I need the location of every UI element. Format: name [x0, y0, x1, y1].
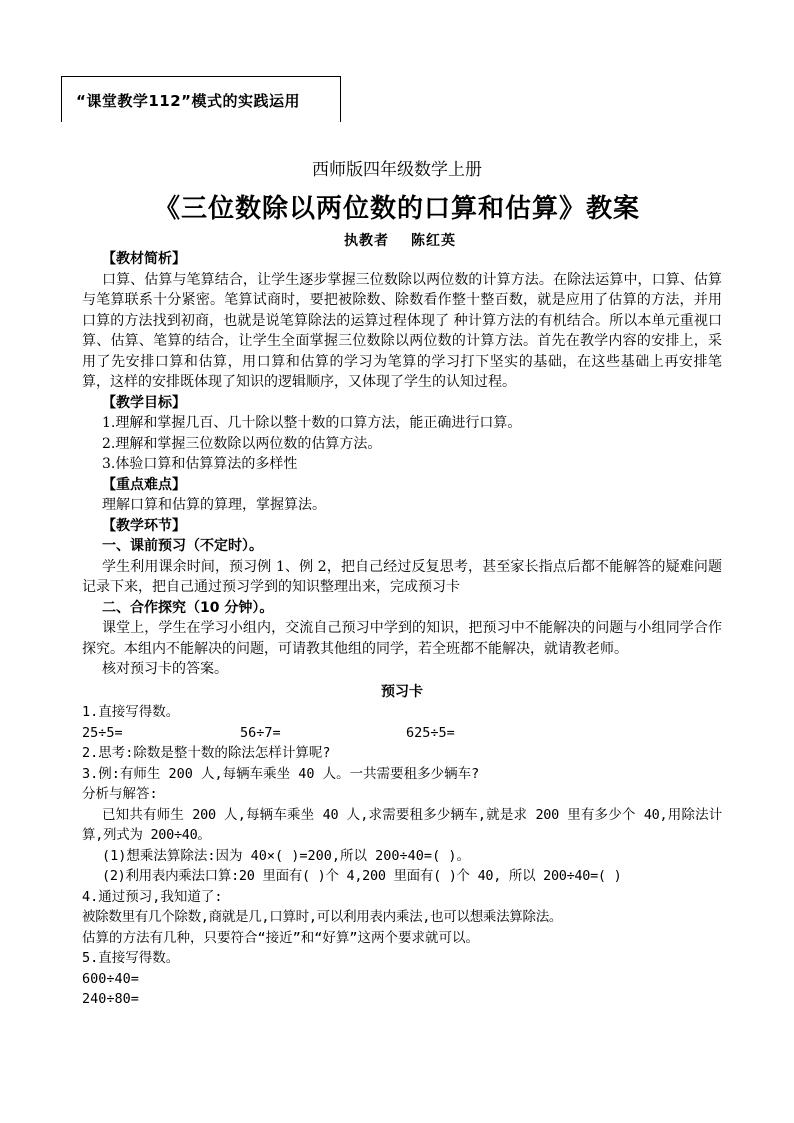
card-q1-item: 625÷5= — [406, 724, 455, 741]
card-q1: 1.直接写得数。 — [82, 704, 180, 720]
card-q3-analysis: 已知共有师生 200 人,每辆车乘坐 40 人,求需要租多少辆车,就是求 200 里有多少个 40,用除法计算,列式为 200÷40。 — [82, 806, 722, 843]
card-q3: 3.例:有师生 200 人,每辆车乘坐 40 人。一共需要租多少辆车? — [82, 765, 480, 782]
document-body — [82, 249, 722, 1010]
author-name: 陈红英 — [411, 233, 456, 249]
card-q1-item: 56÷7= — [240, 724, 281, 741]
author-label: 执教者 — [344, 233, 389, 249]
author-line — [344, 230, 456, 250]
analysis-heading: 【教材简析】 — [102, 251, 186, 267]
card-q2: 2.思考:除数是整十数的除法怎样计算呢? — [82, 745, 331, 761]
card-q4: 4.通过预习,我知道了: — [82, 888, 223, 905]
step1-heading: 一、课前预习（不定时）。 — [102, 538, 263, 554]
card-q3-method1: (1)想乘法算除法:因为 40×( )=200,所以 200÷40=( )。 — [102, 847, 470, 864]
step2-check: 核对预习卡的答案。 — [102, 661, 228, 677]
document-title: 《三位数除以两位数的口算和估算》教案 — [153, 194, 640, 224]
goal-item: 1.理解和掌握几百、几十除以整十数的口算方法，能正确进行口算。 — [102, 415, 522, 431]
card-q4-a: 被除数里有几个除数,商就是几,口算时,可以利用表内乘法,也可以想乘法算除法。 — [82, 909, 563, 925]
step2-text: 课堂上，学生在学习小组内，交流自己预习中学到的知识，把预习中不能解决的问题与小组同学合作探究。本组内不能解决的问题，可请教其他组的同学，若全班都不能解决，就请教老师。 — [82, 620, 722, 657]
card-q3-analysis-label: 分析与解答: — [82, 786, 158, 802]
step1-text: 学生利用课余时间，预习例 1、例 2，把自己经过反复思考，甚至家长指点后都不能解答的疑难问题记录下来，把自己通过预习学到的知识整理出来，完成预习卡 — [82, 558, 722, 595]
card-title: 预习卡 — [381, 683, 423, 700]
card-q5: 5.直接写得数。 — [82, 950, 180, 966]
goal-item: 3.体验口算和估算算法的多样性 — [102, 456, 298, 472]
key-heading: 【重点难点】 — [102, 476, 186, 493]
goals-heading: 【教学目标】 — [102, 394, 186, 411]
preview-card — [82, 702, 722, 1010]
header-label: “课堂教学112”模式的实践运用 — [76, 92, 301, 110]
steps-heading: 【教学环节】 — [102, 517, 186, 534]
goal-item: 2.理解和掌握三位数除以两位数的估算方法。 — [102, 435, 382, 452]
step2-heading: 二、合作探究（10 分钟）。 — [102, 599, 274, 616]
card-q3-method2: (2)利用表内乘法口算:20 里面有( )个 4,200 里面有( )个 40, 所以 200÷40=( ) — [102, 868, 622, 884]
card-q5-item: 600÷40= — [82, 970, 139, 987]
document-subtitle: 西师版四年级数学上册 — [312, 160, 482, 180]
card-q5-item: 240÷80= — [82, 991, 139, 1007]
analysis-text: 口算、估算与笔算结合，让学生逐步掌握三位数除以两位数的计算方法。在除法运算中，口算、估算与笔算联系十分紧密。笔算试商时，要把被除数、除数看作整十整百数，就是应用了估算的方法，并用口算的方法找到初商，也就是说笔算除法的运算过程体现了 种计算方法的有机结合。所以本单元重视口算、估算、笔算的结合，让学生全面掌握三位数除以两位数的计算方法。首先在教学内容的安排上，采用了先安排口算和估算，用口算和估算的学习为笔算的学习打下坚实的基础，在这些基础上再安排笔算，这样的安排既体现了知识的逻辑顺序，又体现了学生的认知过程。 — [82, 271, 722, 390]
card-q1-items — [82, 723, 722, 744]
key-text: 理解口算和估算的算理，掌握算法。 — [102, 497, 326, 513]
card-q1-item: 25÷5= — [82, 724, 123, 741]
card-q4-b: 估算的方法有几种，只要符合“接近”和“好算”这两个要求就可以。 — [82, 929, 480, 946]
